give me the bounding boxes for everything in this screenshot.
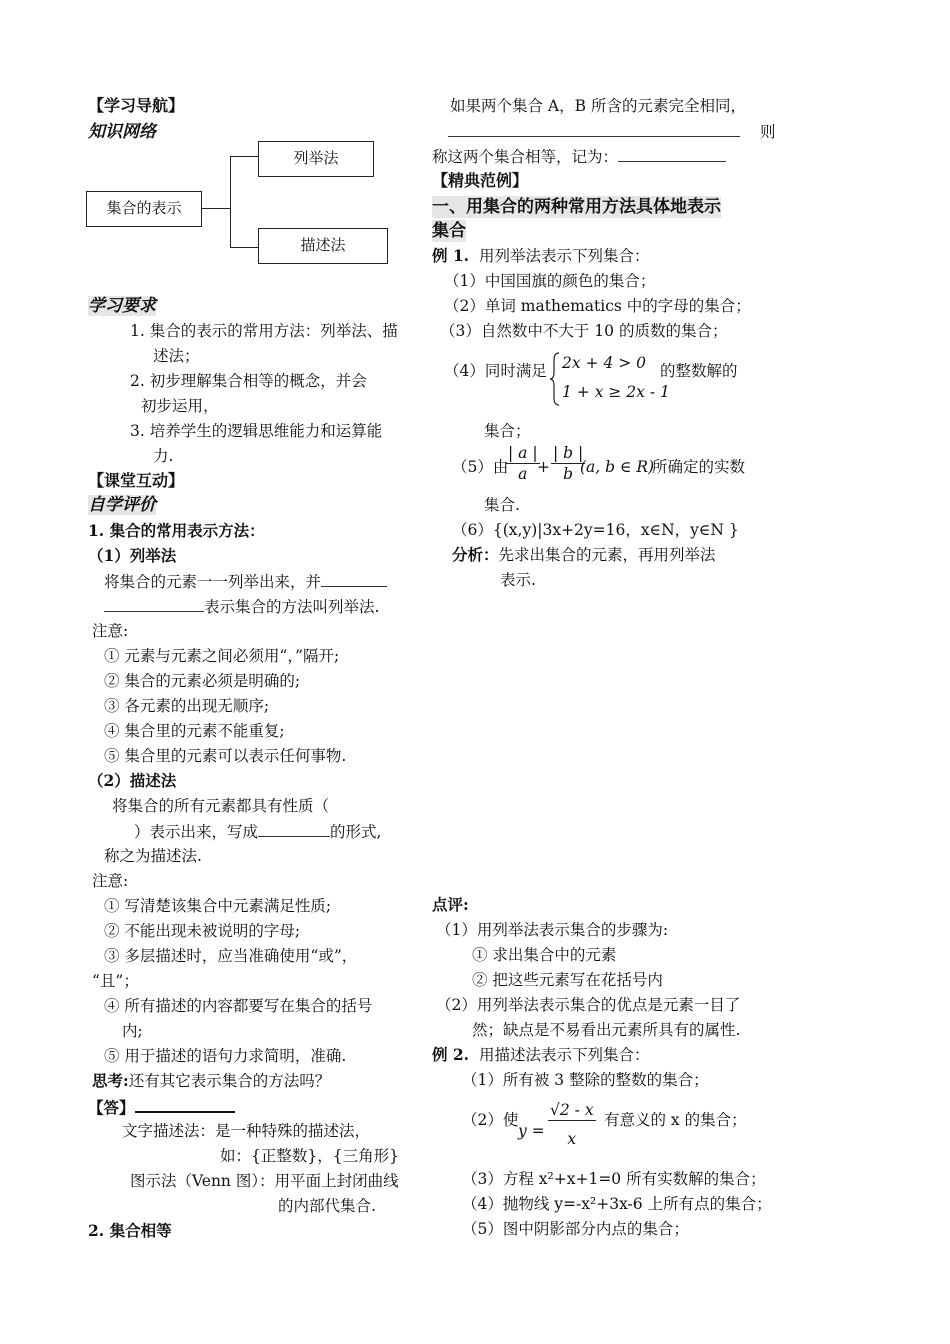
left-brace-icon (549, 352, 561, 406)
diagram-top-box: 列举法 (258, 141, 374, 177)
note-item: ② 不能出现未被说明的字母; (104, 922, 301, 940)
section-heading: 一、用集合的两种常用方法具体地表示 (432, 197, 721, 217)
comment-item-cont: 然；缺点是不易看出元素所具有的属性. (472, 1021, 741, 1039)
note-label: 注意: (92, 622, 129, 640)
answer-text: 图示法（Venn 图）：用平面上封闭曲线 (130, 1172, 399, 1190)
sqrt-fraction: $\frac{√2 - x}{x}$ (550, 1101, 594, 1148)
section-2-heading: 2. 集合相等 (88, 1221, 172, 1240)
examples-title: 【精典范例】 (432, 171, 529, 190)
diagram-connector (201, 208, 231, 209)
inequality-2: 1 + x ≥ 2x - 1 (562, 383, 670, 401)
answer-text: 文字描述法：是一种特殊的描述法， (122, 1122, 371, 1140)
answer-text: 如：{正整数}，{三角形} (220, 1147, 399, 1165)
diagram-bottom-box: 描述法 (258, 228, 388, 264)
note-item: ② 集合的元素必须是明确的; (104, 672, 301, 690)
desc-method-def: 将集合的所有元素都具有性质（ (112, 797, 330, 815)
think-question: 思考:还有其它表示集合的方法吗？ (92, 1071, 331, 1090)
class-title: 【课堂互动】 (88, 471, 185, 490)
answer-line: 【答】 (88, 1096, 235, 1118)
requirement-3: 3. 培养学生的逻辑思维能力和运算能 (130, 422, 383, 440)
comment-item: （2）用列举法表示集合的优点是元素一目了 (436, 996, 741, 1014)
section-heading-cont: 集合 (432, 221, 466, 241)
y-equals: y = (518, 1122, 545, 1140)
list-method-def-cont: 表示集合的方法叫列举法. (104, 596, 379, 617)
note-item: ① 元素与元素之间必须用“，”隔开; (104, 647, 340, 665)
note-item: ④ 所有描述的内容都要写在集合的括号 (104, 997, 373, 1015)
diagram-branch-line (230, 156, 231, 248)
desc-method-def-cont: ）表示出来，写成 的形式, (134, 823, 382, 841)
desc-method-def-end: 称之为描述法. (104, 847, 202, 865)
example-item: （6）{(x,y)|3x+2y=16，x∈N，y∈N } (452, 521, 739, 539)
requirement-2-cont: 初步运用， (141, 397, 219, 415)
set-equal-def: 如果两个集合 A，B 所含的元素完全相同， (450, 97, 746, 115)
list-method-heading: （1）列举法 (88, 546, 177, 565)
requirements-title: 学习要求 (88, 296, 156, 316)
self-eval-title: 自学评价 (88, 495, 156, 515)
plus-sign: + (537, 458, 550, 476)
example-item: （3）自然数中不大于 10 的质数的集合； (440, 322, 728, 340)
list-method-def: 将集合的元素一一列举出来，并 (104, 571, 387, 592)
example-2: 例 2. 用描述法表示下列集合： (432, 1045, 650, 1064)
nav-title: 【学习导航】 (88, 96, 185, 115)
section-1-heading: 1. 集合的常用表示方法： (88, 521, 265, 540)
set-equal-notation: 称这两个集合相等，记为： (432, 146, 726, 167)
fill-blank[interactable] (321, 571, 387, 587)
network-title: 知识网络 (88, 122, 156, 142)
example-1: 例 1. 用列举法表示下列集合： (432, 246, 650, 265)
comment-item: （1）用列举法表示集合的步骤为: (436, 921, 669, 939)
example-item: （1）所有被 3 整除的整数的集合； (462, 1071, 709, 1089)
example-item: （3）方程 x²+x+1=0 所有实数解的集合； (462, 1170, 766, 1188)
requirement-2: 2. 初步理解集合相等的概念，并会 (130, 372, 367, 390)
note-label: 注意: (92, 872, 129, 890)
fill-blank[interactable] (104, 596, 204, 612)
analysis: 分析：先求出集合的元素，再用列举法 (452, 545, 716, 564)
condition: (a, b ∈ R) (580, 458, 655, 476)
comment-sub: ② 把这些元素写在花括号内 (472, 971, 663, 989)
example-item: （2）使 (462, 1111, 519, 1129)
note-item: ① 写清楚该集合中元素满足性质; (104, 897, 332, 915)
note-item-cont: 内; (122, 1022, 143, 1040)
fill-blank[interactable] (618, 146, 726, 162)
example-item: （4）抛物线 y=-x²+3x-6 上所有点的集合； (462, 1195, 772, 1213)
example-item: （2）单词 mathematics 中的字母的集合； (444, 297, 751, 315)
note-item: ③ 各元素的出现无顺序; (104, 697, 270, 715)
fill-blank[interactable] (448, 121, 740, 137)
note-item: ③ 多层描述时，应当准确使用“或”， (104, 947, 358, 965)
requirement-1: 1. 集合的表示的常用方法：列举法、描 (130, 322, 398, 340)
diagram-bottom-connector (230, 247, 258, 248)
analysis-cont: 表示. (500, 571, 536, 589)
note-item: ⑤ 用于描述的语句力求简明，准确. (104, 1047, 347, 1065)
comment-label: 点评: (432, 895, 469, 914)
set-equal-def-cont: 则 (448, 121, 776, 142)
requirement-3-cont: 力. (153, 447, 174, 465)
diagram-top-connector (230, 156, 258, 157)
example-item: （5）由 (452, 458, 509, 476)
note-item-cont: “且”； (92, 972, 139, 990)
requirement-1-cont: 述法； (153, 347, 200, 365)
example-item-cont: 所确定的实数 (652, 458, 746, 476)
example-item: （1）中国国旗的颜色的集合； (444, 272, 656, 290)
fraction-abs-b: $\frac{| b |}{b}$ (553, 444, 584, 483)
example-item-cont: 集合； (484, 422, 531, 440)
answer-text: 的内部代集合. (278, 1197, 376, 1215)
fill-blank[interactable] (135, 1096, 235, 1113)
diagram-center-box: 集合的表示 (86, 191, 202, 227)
note-item: ⑤ 集合里的元素可以表示任何事物. (104, 747, 347, 765)
note-item: ④ 集合里的元素不能重复; (104, 722, 285, 740)
fill-blank[interactable] (258, 821, 330, 837)
example-item: （4）同时满足 (444, 362, 547, 380)
desc-method-heading: （2）描述法 (88, 771, 177, 790)
comment-sub: ① 求出集合中的元素 (472, 946, 617, 964)
example-item: （5）图中阴影部分内点的集合； (462, 1220, 689, 1238)
inequality-1: 2x + 4 > 0 (562, 354, 647, 372)
example-item-cont: 有意义的 x 的集合； (604, 1111, 747, 1129)
example-item-cont: 集合. (484, 496, 520, 514)
fraction-abs-a: $\frac{| a |}{a}$ (508, 444, 538, 483)
example-item-cont: 的整数解的 (660, 362, 738, 380)
